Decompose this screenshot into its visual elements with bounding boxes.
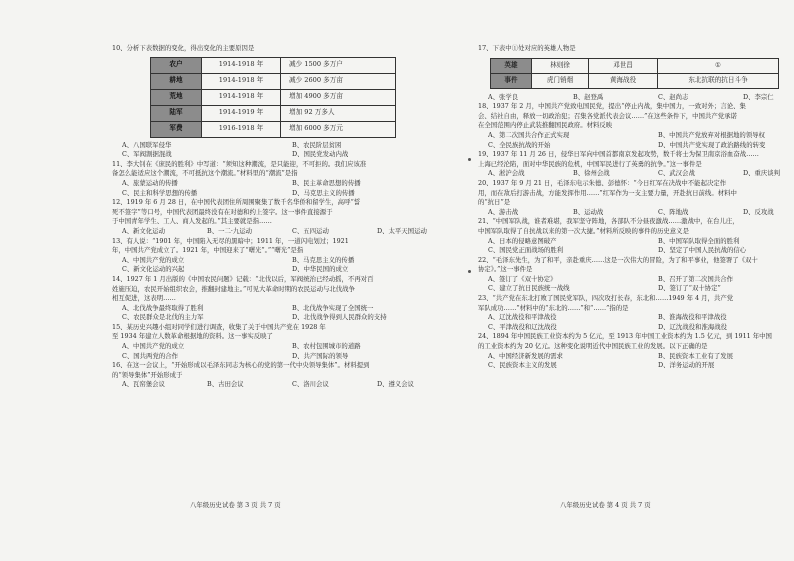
option-a[interactable]: A、中国经济新发展的需求 [488,351,563,360]
option-a[interactable]: A、中国共产党的成立 [122,255,185,264]
table-row: 军费 1916-1918 年 增加 6000 多万元 [151,121,396,137]
q11-options [112,179,462,198]
option-b[interactable]: B、中国共产党放弃对根据地的领导权 [658,130,765,139]
q21-line: 21、“中国军队战，谁者难堪，我军坚守阵地，各部队不分昼夜激战……激战中，在台儿庄， [478,217,739,226]
option-a[interactable]: A、中国共产党的成立 [122,342,185,351]
option-d[interactable]: D、洋务运动的开展 [658,361,715,370]
option-b[interactable]: B、马克思主义的传播 [292,255,355,264]
option-a[interactable]: A、八国联军侵华 [122,140,172,149]
q21-options [478,237,794,256]
option-c[interactable]: C、阵地战 [658,207,689,216]
q10-stem: 10、分析下表数据的变化，得出变化的主要原因是 [112,44,255,52]
option-d[interactable]: D、李宗仁 [743,92,774,101]
q22-line: 22、“毛泽东先生，为了和平，亲赴重庆……这是一次伟大的冒险，为了和平事业，他签署了《双十 [478,255,758,264]
q23-line: 军队成功……”材料中的“东北的……”和“……”指的是 [478,303,629,312]
q16-line: 16、在这一会议上，“开始形成以毛泽东同志为核心的党的第一代中央领导集体”。材料提到 [112,361,370,370]
option-d[interactable]: D、太平天国运动 [377,226,427,235]
option-c[interactable]: C、五四运动 [292,226,329,235]
option-a[interactable]: A、淞沪会战 [488,169,525,178]
q18-line: 在全国范围内停止武装推翻国民政府。材料反映 [478,121,613,130]
option-a[interactable]: A、第二次国共合作正式实现 [488,130,570,139]
q24-options [478,352,794,371]
option-c[interactable]: C、国共两党的合作 [122,351,179,360]
q13-line: 年，中国共产党成立了。1921 年，中国迎来了“曙光”。”“曙光”是指 [112,246,304,255]
q12-line: 于中国青年学生、工人、商人发起的。”其主要就是指…… [112,217,272,226]
option-c[interactable]: C、平津战役和辽沈战役 [488,322,557,331]
q22-options [478,275,794,294]
q13-line: 13、有人说：“1901 年，中国陷入无尽的黑暗中；1911 年，一道闪电划过；1921 [112,236,349,245]
right-column [478,44,794,371]
option-c[interactable]: C、建立了抗日民族统一战线 [488,284,570,293]
q21-line: 中国军队取得了自抗战以来的第一次大捷。”材料所反映的事件的历史意义是 [478,226,689,235]
q17-stem: 17、下表中①处对应的英雄人物是 [478,44,576,52]
q18-line: 18、1937 年 2 月，中国共产党致电国民党，提出“停止内战，集中国力，一致对外；言论、集 [478,102,746,111]
q19-line: 19、1937 年 11 月 26 日，侵华日军向中国首都南京发起攻势，数千将士为保卫南京浴血奋战…… [478,150,759,159]
q15-options [112,342,462,361]
q19-options [478,169,794,179]
table-row: 农户 1914-1918 年 减少 1500 多万户 [151,57,396,73]
q14-line: 14、1927 年 1 月出版的《中国农民问题》记载：“北伐以后，军阀统治已经动摇，不再对百 [112,274,374,283]
q20-line: 20、1937 年 9 月 21 日，毛泽东电示朱德、彭德怀：“今日红军在决战中不能起决定作 [478,178,727,187]
option-a[interactable]: A、旅蒙运动的传播 [122,178,178,187]
table-row: 耕地 1914-1918 年 减少 2600 多万亩 [151,73,396,89]
q17-table [490,58,779,89]
option-b[interactable]: B、中国军队取得全面的胜利 [658,236,740,245]
option-b[interactable]: B、民主革命思想的传播 [292,178,361,187]
option-a[interactable]: A、签订了《双十协定》 [488,274,557,283]
option-d[interactable]: D、共产国际的领导 [292,351,349,360]
option-c[interactable]: C、军阀割据混战 [122,150,172,159]
option-d[interactable]: D、中华民国的成立 [292,265,349,274]
option-a[interactable]: A、新文化运动 [122,226,165,235]
option-c[interactable]: C、洛川会议 [292,380,329,389]
binding-hole [468,158,471,161]
table-row: 事件 虎门销烟 黄海战役 东北抗联的抗日斗争 [491,73,779,88]
q18-line: 会、结社自由，释放一切政治犯；召集各党派代表会议……”在这些条件下，中国共产党承诺 [478,111,737,120]
q13-options [112,256,462,275]
option-d[interactable]: D、北伐战争得到人民群众的支持 [292,313,387,322]
q14-line: 相互促进，这表明…… [112,294,176,303]
option-c[interactable]: C、武汉会战 [658,169,695,178]
q11-line: 11、李大钊在《庶民的胜利》中写道：“须知这种潮流，是只能迎，不可拒的。我们应该准 [112,159,367,168]
option-d[interactable]: D、重庆谈判 [743,169,781,178]
q15-line: 15、某历史兴趣小组对同学们进行调查，收集了关于中国共产党在 1928 年 [112,322,326,331]
option-b[interactable]: B、淮海战役和平津战役 [658,313,727,322]
option-d[interactable]: D、反攻战 [743,207,774,216]
q12-line: 死不签字”等口号，中国代表团最终没有在对德和约上签字。这一事件直接源于 [112,207,333,216]
option-b[interactable]: B、古田会议 [207,380,244,389]
binding-hole [468,270,471,273]
q19-line: 上海已经沦陷，面对中华民族的危机，中国军民进行了英勇的抗争。”这一事件是 [478,159,702,168]
option-b[interactable]: B、召开了第二次国共合作 [658,274,733,283]
option-d[interactable]: D、辽沈战役和淮海战役 [658,322,728,331]
q24-line: 24、1894 年中国民族工业资本约为 5 亿元，至 1913 年中国工业资本约为 1.5 亿元，到 1911 年中国 [478,332,772,341]
q16-options [112,380,462,390]
table-row: 陆军 1914-1919 年 增加 92 万多人 [151,105,396,121]
option-d[interactable]: D、坚定了中国人民抗战的信心 [658,246,747,255]
q14-line: 姓施压迫，农民开始组织农会，推翻封建地主。”可见大革命时期的农民运动与北伐战争 [112,284,355,293]
option-b[interactable]: B、徐州会战 [573,169,610,178]
option-b[interactable]: B、北伐战争实现了全国统一 [292,303,374,312]
table-row: 英雄 林则徐 邓世昌 ① [491,58,779,73]
q20-line: 用，而在敌后打游击战，方能发挥作用……”红军作为一支主要力量，开赴抗日前线。材料中 [478,188,737,197]
option-a[interactable]: A、张学良 [488,92,519,101]
q12-line: 12、1919 年 6 月 28 日，在中国代表团住所周围聚集了数千名华侨和留学生，高呼“誓 [112,198,361,207]
q18-options [478,131,794,150]
option-d[interactable]: D、签订了“双十协定” [658,284,721,293]
q20-line: 的“抗日”是 [478,198,511,207]
q10-table [150,57,396,138]
q23-line: 23、“共产党在东北打败了国民党军队，四次攻打长春，东北和……1949 年 4 月，共产党 [478,294,734,303]
option-a[interactable]: A、辽沈战役和平津战役 [488,313,557,322]
q12-options [112,227,462,237]
page-footer-right: 八年级历史试卷 第 4 页 共 7 页 [560,501,651,509]
option-c[interactable]: C、赵尚志 [658,92,689,101]
q23-options [478,313,794,332]
option-d[interactable]: D、国民党发动内战 [292,150,349,159]
q11-line: 备怎么能适应这个潮流，不可抵抗这个潮流。”材料里的“潮流”是指 [112,169,298,178]
option-d[interactable]: D、中国共产党实现了政治路线的转变 [658,140,766,149]
option-b[interactable]: B、运动战 [573,207,604,216]
option-d[interactable]: D、马克思主义的传播 [292,188,355,197]
option-d[interactable]: D、遵义会议 [377,380,415,389]
option-a[interactable]: A、游击战 [488,207,519,216]
q24-line: 的工业资本约为 20 亿元。这种变化说明近代中国民族工业的发展。以下正确的是 [478,342,708,351]
option-a[interactable]: A、瓦窑堡会议 [122,380,165,389]
option-c[interactable]: C、农民群众是北伐的主力军 [122,313,204,322]
option-c[interactable]: C、民主和科学思想的传播 [122,188,198,197]
option-b[interactable]: B、民族资本工业有了发展 [658,351,733,360]
option-b[interactable]: B、一二·九运动 [207,226,253,235]
option-b[interactable]: B、农村包围城市的道路 [292,342,361,351]
option-c[interactable]: C、民族资本主义的发展 [488,361,557,370]
option-a[interactable]: A、日本的侵略意图破产 [488,236,557,245]
option-c[interactable]: C、新文化运动的兴起 [122,265,185,274]
q17-options [478,93,794,103]
option-b[interactable]: B、农民阶层贫困 [292,140,342,149]
q16-line: 的“领导集体”开始形成于 [112,370,183,379]
q20-options [478,208,794,218]
option-c[interactable]: C、国民党正面战场的胜利 [488,246,564,255]
q14-options [112,304,462,323]
left-column [112,44,462,390]
option-b[interactable]: B、赵登禹 [573,92,604,101]
q22-line: 协定》。”这一事件是 [478,265,533,274]
page-footer-left: 八年级历史试卷 第 3 页 共 7 页 [190,501,281,509]
q10-options [112,141,462,160]
option-c[interactable]: C、全民族抗战的开始 [488,140,551,149]
q15-line: 至 1934 年建立人数革命根据地的资料。这一事实反映了 [112,332,273,341]
table-row: 荒地 1914-1918 年 增加 4900 多万亩 [151,89,396,105]
option-a[interactable]: A、北伐战争最终取得了胜利 [122,303,204,312]
